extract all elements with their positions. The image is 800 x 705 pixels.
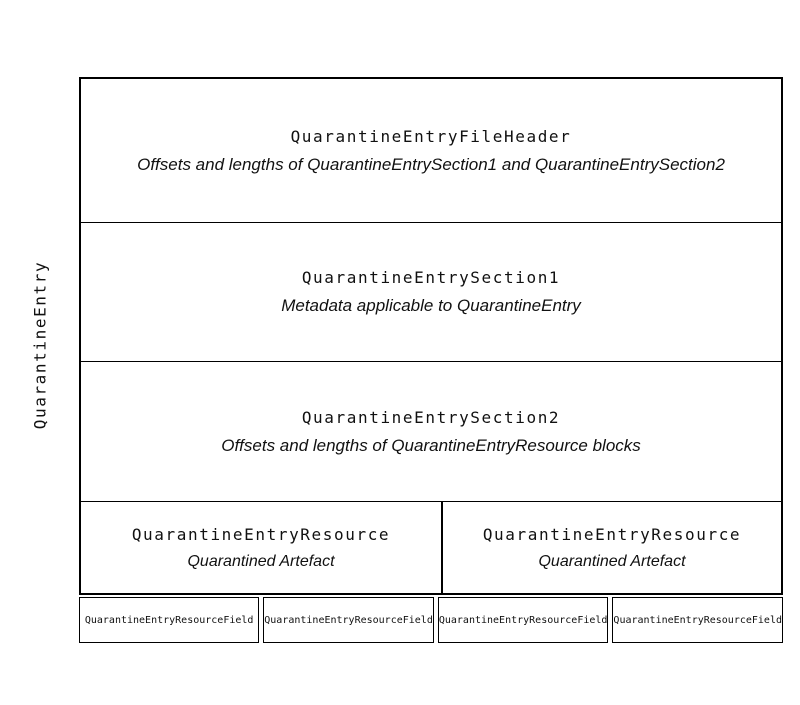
section1-title: QuarantineEntrySection1 [301,268,561,287]
resource-1-title: QuarantineEntryResource [131,524,391,544]
resource-2-subtitle: Quarantined Artefact [538,552,686,570]
resource-field-box-2 [263,597,434,643]
resource-field-box-4 [612,597,783,643]
resource-field-4-label: QuarantineEntryResourceField [613,614,782,626]
resource-field-box-1 [79,597,259,643]
resource-2-title: QuarantineEntryResource [482,524,742,544]
row-section2 [81,362,781,502]
resource-field-box-3 [438,597,609,643]
resource-field-3-label: QuarantineEntryResourceField [438,614,608,626]
file-header-subtitle: Offsets and lengths of QuarantineEntrySection1 and QuarantineEntrySection2 [137,154,725,174]
section2-subtitle: Offsets and lengths of QuarantineEntryResource blocks [221,435,641,455]
row-section1 [81,223,781,362]
resource-field-1-label: QuarantineEntryResourceField [84,614,254,626]
resource-1-subtitle: Quarantined Artefact [187,552,335,570]
resource-field-row [79,597,783,643]
resource-field-2-label: QuarantineEntryResourceField [264,614,433,626]
resource-box-2 [441,502,781,593]
quarantine-entry-structure-box [79,77,783,595]
file-header-title: QuarantineEntryFileHeader [290,126,572,146]
row-file-header [81,79,781,223]
resource-row [81,502,781,593]
resource-box-1 [81,502,441,593]
section2-title: QuarantineEntrySection2 [301,407,561,427]
side-label-quarantine-entry: QuarantineEntry [30,260,50,430]
section1-subtitle: Metadata applicable to QuarantineEntry [281,296,581,315]
